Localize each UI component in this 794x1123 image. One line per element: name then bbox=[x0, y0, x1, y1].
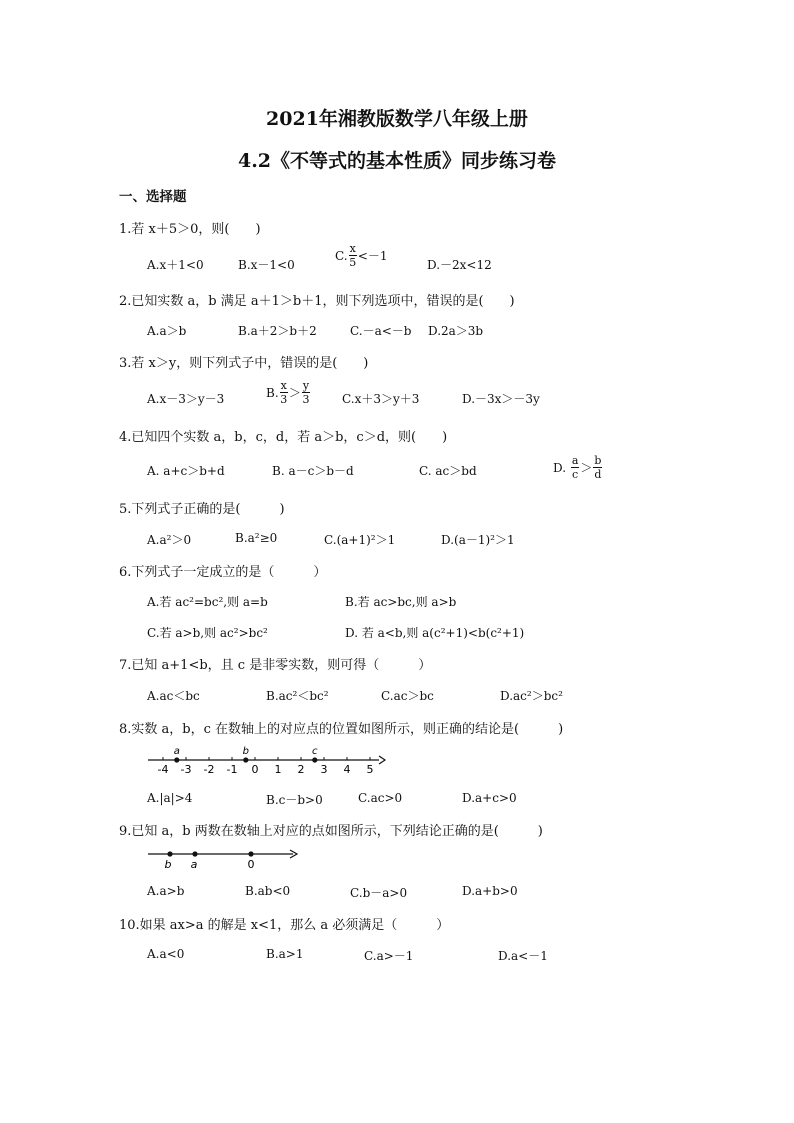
question-3-stem: 3.若 x＞y，则下列式子中，错误的是( ) bbox=[119, 356, 369, 371]
question-1-option-c: C. $\frac{x}{5}$ <－1 bbox=[335, 242, 388, 269]
question-5-option-c: C.(a+1)²＞1 bbox=[324, 533, 396, 547]
question-7-option-b: B.ac²＜bc² bbox=[266, 689, 329, 703]
section-heading: 一、选择题 bbox=[119, 189, 187, 205]
q8-point-label-c: c bbox=[312, 746, 318, 757]
question-5-option-b: B.a²≥0 bbox=[235, 531, 278, 545]
q8-point-label-a: a bbox=[173, 746, 180, 757]
question-7-option-a: A.ac＜bc bbox=[147, 689, 200, 703]
question-6-option-b: B.若 ac>bc,则 a>b bbox=[345, 595, 457, 609]
question-7-option-d: D.ac²＞bc² bbox=[500, 689, 563, 703]
question-4-option-d: D. $\frac{a}{c}$ ＞ $\frac{b}{d}$ bbox=[553, 454, 602, 481]
question-1-option-d: D.－2x<12 bbox=[427, 258, 492, 272]
q8-tick-label: -1 bbox=[226, 763, 238, 776]
question-3-option-a: A.x－3＞y－3 bbox=[147, 392, 225, 406]
question-1-stem: 1.若 x＋5＞0，则( ) bbox=[119, 222, 261, 237]
question-4-option-b: B. a－c＞b－d bbox=[272, 464, 354, 478]
question-10-stem: 10.如果 ax>a 的解是 x<1，那么 a 必须满足（ ） bbox=[119, 918, 450, 933]
q8-tick-label: 2 bbox=[297, 763, 305, 776]
question-3-option-d: D.－3x＞－3y bbox=[462, 392, 540, 406]
question-3-option-c: C.x＋3＞y＋3 bbox=[342, 392, 420, 406]
question-10-option-a: A.a<0 bbox=[147, 947, 185, 961]
question-5-option-d: D.(a－1)²＞1 bbox=[441, 533, 515, 547]
question-1-option-a: A.x＋1<0 bbox=[147, 258, 204, 272]
q8-point-label-b: b bbox=[242, 746, 249, 757]
question-3-option-b: B. $\frac{x}{3}$ ＞ $\frac{y}{3}$ bbox=[266, 379, 310, 406]
q9-point-a bbox=[192, 851, 197, 856]
question-7-option-c: C.ac＞bc bbox=[381, 689, 434, 703]
question-1-option-b: B.x－1<0 bbox=[238, 258, 295, 272]
q8-tick-label: 1 bbox=[274, 763, 282, 776]
question-8-option-c: C.ac>0 bbox=[358, 791, 403, 805]
question-5-stem: 5.下列式子正确的是( ) bbox=[119, 502, 285, 517]
q8-point-b bbox=[243, 757, 248, 762]
q8-tick-label: -2 bbox=[203, 763, 215, 776]
question-2-option-b: B.a＋2＞b＋2 bbox=[238, 324, 317, 338]
q9-label-zero: 0 bbox=[247, 858, 255, 871]
q9-point-b bbox=[167, 851, 172, 856]
question-8-option-d: D.a+c>0 bbox=[462, 791, 517, 805]
q8-point-c bbox=[312, 757, 317, 762]
question-8-option-a: A.|a|>4 bbox=[147, 791, 193, 805]
question-2-option-d: D.2a＞3b bbox=[428, 324, 484, 338]
q9-point-zero bbox=[248, 851, 253, 856]
question-4-option-a: A. a+c＞b+d bbox=[147, 464, 225, 478]
question-9-number-line bbox=[143, 844, 303, 872]
question-2-stem: 2.已知实数 a，b 满足 a＋1＞b＋1，则下列选项中，错误的是( ) bbox=[119, 294, 515, 309]
worksheet-title: 2021年湘教版数学八年级上册 bbox=[266, 108, 528, 130]
question-9-option-a: A.a>b bbox=[147, 884, 185, 898]
question-7-stem: 7.已知 a+1<b，且 c 是非零实数，则可得（ ） bbox=[119, 658, 432, 673]
question-8-stem: 8.实数 a，b，c 在数轴上的对应点的位置如图所示，则正确的结论是( ) bbox=[119, 722, 564, 737]
q8-point-a bbox=[174, 757, 179, 762]
question-10-option-b: B.a>1 bbox=[266, 947, 304, 961]
q8-tick-label: 3 bbox=[320, 763, 328, 776]
question-2-option-a: A.a＞b bbox=[147, 324, 187, 338]
question-4-option-c: C. ac＞bd bbox=[419, 464, 477, 478]
question-10-option-d: D.a<－1 bbox=[498, 949, 548, 963]
q8-tick-label: 0 bbox=[251, 763, 259, 776]
q8-axis-arrow bbox=[379, 756, 385, 764]
worksheet-subtitle: 4.2《不等式的基本性质》同步练习卷 bbox=[237, 150, 557, 172]
question-8-number-line bbox=[143, 742, 393, 776]
question-2-option-c: C.－a<－b bbox=[350, 324, 412, 338]
question-6-stem: 6.下列式子一定成立的是（ ） bbox=[119, 565, 327, 580]
q8-tick-label: -4 bbox=[157, 763, 169, 776]
question-6-option-a: A.若 ac²=bc²,则 a=b bbox=[147, 595, 268, 609]
q8-tick-label: -3 bbox=[180, 763, 192, 776]
question-10-option-c: C.a>－1 bbox=[364, 949, 414, 963]
question-5-option-a: A.a²＞0 bbox=[147, 533, 192, 547]
question-6-option-d: D. 若 a<b,则 a(c²+1)<b(c²+1) bbox=[345, 626, 525, 640]
question-6-option-c: C.若 a>b,则 ac²>bc² bbox=[147, 626, 268, 640]
question-4-stem: 4.已知四个实数 a，b，c，d，若 a＞b，c＞d，则( ) bbox=[119, 430, 448, 445]
question-8-option-b: B.c－b>0 bbox=[266, 793, 323, 807]
question-9-option-b: B.ab<0 bbox=[245, 884, 291, 898]
q8-tick-label: 4 bbox=[343, 763, 351, 776]
question-9-option-c: C.b－a>0 bbox=[350, 886, 408, 900]
q8-tick-label: 5 bbox=[366, 763, 374, 776]
question-9-stem: 9.已知 a，b 两数在数轴上对应的点如图所示，下列结论正确的是( ) bbox=[119, 824, 543, 839]
q9-label-b: b bbox=[164, 858, 172, 871]
q9-label-a: a bbox=[190, 858, 198, 871]
question-9-option-d: D.a+b>0 bbox=[462, 884, 518, 898]
